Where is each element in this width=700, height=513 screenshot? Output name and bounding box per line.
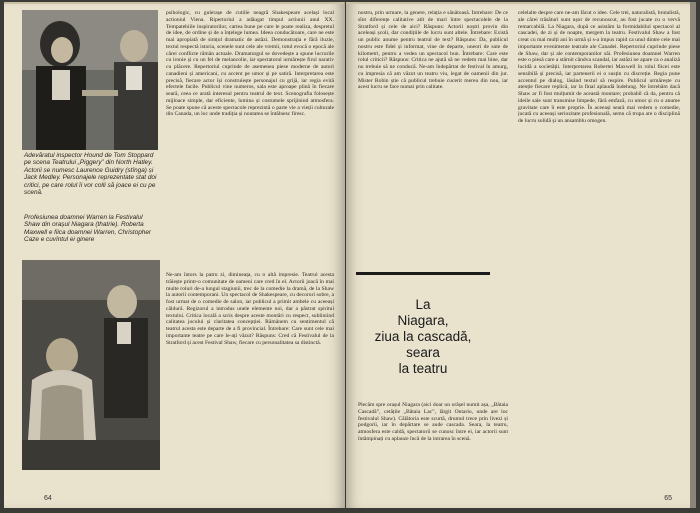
photo-mrs-warren (22, 260, 160, 470)
magazine-spread (4, 2, 696, 510)
article-title-line-1: La (415, 297, 431, 312)
left-article-column: psihologic, cu gulerașe de cutiile neagră Shakespeare același local actioniul Viena. Ripertoriul a adăugat timpul actiunii anul XX. Tempatebiile inspiratorilor, cartea bune pe care le poate realiza, despretul de idee, de ordine și de a înțelege lumea. Ideea conducătoare, care ne este mai apropiată de simțul dramatic de astăzi. Demonstrația e fără iluzie, textul respectă istoria, scenele sunt cele ale vremii, totul evocă o epocă ale cărei conflicte rămân actuale. Dramaturgul se dovedește a spune lucrurile cu ironie și cu un fel de melancolie, iar spectatorul urmărește firul narativ cu plăcere. Repertoriul cuprinde de asemenea piese moderne de autori canadieni și americani, cu accent pe umor și pe satiră. Interpretarea este precisă, fiecare actor își construiește personajul cu grijă, iar regia evită efectele facile. Publicul vine numeros, sala este aproape plină în fiecare seară, ceea ce arată interesul pentru teatrul de text. Scenografia folosește mijloace simple, dar eficiente, lumina și costumele sprijinind atmosfera. Se poate spune că aceste spectacole reprezintă o parte vie a vieții culturale din Canada, un loc unde tradiția și noutatea se întâlnesc firesc. (166, 10, 334, 118)
photo-inspector-hound (22, 10, 158, 150)
article-title-line-5: la teatru (398, 361, 448, 376)
photo-caption-2: Profesiunea doamnei Warren la Festivalul Shaw din orașul Niagara (thatrie). Roberta Maxwell e fiica doamnei Warren, Christopher Caze e cuvîntul ei ginere (24, 214, 152, 244)
page-number-left: 64 (44, 495, 52, 502)
right-article-column-b: celelalte despre care ne-am făcut o idee. Cele trei, naturalistă, brutalistă, ale cărei trăsături sunt ușor de recunoscut, au fost jucate cu o vervă remarcabilă. La Niagara, după ce asistăm la formidabilul spectacol al cascadei, de zi și de noapte, mergem la teatru. Festivalul Shaw a fost creat cu mai mulți ani în urmă și s-a impus rapid ca unul dintre cele mai importante evenimente teatrale ale Canadei. Repertoriul cuprinde piese de Shaw, dar și ale contemporanilor săi. Profesiunea doamnei Warren este o piesă care a stârnit cândva scandal, iar astăzi ne apare ca o analiză lucidă a societății. Interpretarea Robertei Maxwell în rolul fiicei este sensibilă și precisă, iar partenerii ei o susțin cu discreție. Regia pune accentul pe dialog, lăsând textul să respire. Publicul urmărește cu atenție fiecare replică, iar la final aplaudă îndelung. Ne întrebăm dacă Shaw ar fi fost mulțumit de această montare; probabil că da, pentru că ideile sale sunt transmise limpede, fără emfază, cu umor și cu o anume gravitate care îi este proprie. În aceeași seară mai vedem o comedie, jucată cu aceeași seriozitate profesională, semn că trupa are o disciplină de lucru solidă și un ansamblu omogen. (518, 10, 680, 124)
article-title-line-3: ziua la cascadă, (374, 329, 472, 344)
page-number-right: 65 (664, 495, 672, 502)
left-page (4, 2, 345, 508)
right-article-column-a: nostru, prin urmare, la genere, relația e sănătoasă. Întrebare: De ce sînt diferențe calitative atît de mari între spectacolele de la Stratford și cele de aici? Răspuns: Actorii noștri provin din aceleași școli, dar condițiile de lucru sunt altele. Întrebare: Există un public anume pentru teatrul de text? Răspuns: Da, publicul nostru este fidel și informat, vine de departe, uneori de sute de kilometri, pentru a vedea un spectacol bun. Întrebare: Care este rolul criticii? Răspuns: Critica ne ajută să ne vedem mai bine, dar nu trebuie să ne conducă. Ne-am îndepărtat de festival în amurg, cu impresia că am văzut un teatru viu, legat de oamenii din jur. Mister Robin știe că publicul trebuie cucerit mereu din nou, iar acest lucru se face numai prin calitate. (358, 10, 508, 91)
page-edge (4, 2, 344, 4)
page-edge-tab (690, 2, 696, 508)
article-title-line-2: Niagara, (397, 313, 449, 328)
article-title (356, 272, 490, 395)
right-page (346, 2, 696, 508)
article-title-line-4: seara (406, 345, 440, 360)
page-edge (346, 2, 696, 4)
right-article-intro: Plecăm spre orașul Niagara (aici doar un orășel numit așa, „Bătaia Cascadă”, cetățile „Bătaia Lac”, lărgit Ontario, unde are loc festivalul Shaw). Călătoria este scurtă, drumul trece prin livezi și podgorii, iar în depărtare se aude cascada. Seara, la teatru, atmosfera este caldă, spectatorii se cunosc între ei, iar actorii sunt întâmpinați cu aplauze încă de la intrarea în scenă. (358, 402, 508, 442)
photo-caption-1: Adevăratul inspector Hound de Tom Stoppard pe scena Teatrului „Piggery” din North Hatley. Actorii se numesc Laurence Guidry (stînga) și Jack Medley. Personajele reprezentate stat doi critici, pe care rolul îi vor colli să joace ei cu pe scenă. (24, 152, 157, 197)
left-article-column-continued: Ne-am întors la patru zi, dimineața, cu o altă impresie. Teatrul acesta trăiește printr-o comunitate de oameni care cred în el. Actorii joacă în mai multe roluri de-a lungul stagiunii, trec de la comedie la dramă, de la Shaw la autorii contemporani. Un spectacol de Shakespeare, cu decoruri sobre, a fost urmat de o comedie de salon, iar publicul a primit ambele cu aceeași căldură. Regizorul a introdus unele elemente noi, dar a păstrat spiritul textului. Critica locală a scris despre aceste montări cu respect, subliniind calitatea jocului și claritatea concepției. Rămânem cu sentimentul că teatrul acesta este departe de a fi provincial. Întrebare: Care sunt cele mai importante teatre pe care le-ați văzut? Răspuns: Cred că Festivalul de la Stratford și acest Festival Shaw, fiecare cu personalitatea sa distinctă. (166, 272, 334, 346)
